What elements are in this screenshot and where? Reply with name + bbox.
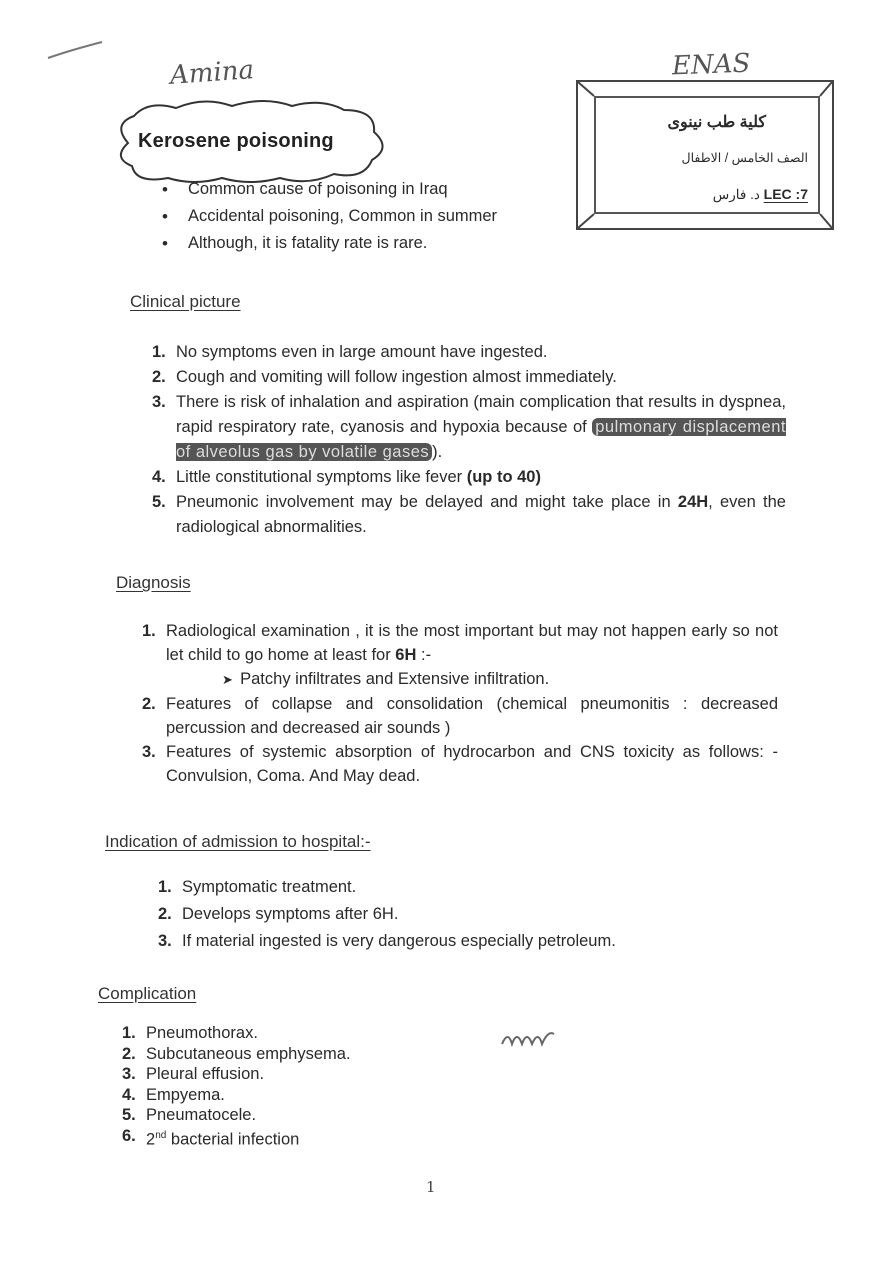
page-number: 1 bbox=[426, 1178, 436, 1196]
complication-list bbox=[122, 1023, 522, 1150]
list-item: 5. Pneumatocele. bbox=[122, 1106, 257, 1124]
list-item: • Although, it is fatality rate is rare. bbox=[160, 230, 497, 257]
header-college-name: كلية طب نينوى bbox=[667, 114, 766, 131]
list-item: 6. 2nd bacterial infection bbox=[122, 1126, 300, 1148]
diagnosis-sub-item: ➤ Patchy infiltrates and Extensive infiltration. bbox=[222, 670, 550, 688]
list-item: 2. Cough and vomiting will follow ingestion almost immediately. bbox=[152, 368, 617, 386]
list-item: 2. Subcutaneous emphysema. bbox=[122, 1044, 351, 1063]
list-item: 5. Pneumonic involvement may be delayed and might take place in 24H, even the radiological abnormalities. bbox=[152, 493, 786, 536]
section-heading-diagnosis: Diagnosis bbox=[116, 573, 191, 592]
list-item: • Common cause of poisoning in Iraq bbox=[160, 176, 497, 203]
list-item: 3. Pleural effusion. bbox=[122, 1065, 265, 1083]
list-item: 4. Little constitutional symptoms like fever (up to 40) bbox=[152, 468, 541, 486]
struck-highlight: pulmonary displacement of alveolus gas by volatile gases bbox=[176, 418, 786, 461]
arrow-bullet-icon: ➤ bbox=[222, 672, 241, 687]
header-stage: الصف الخامس / الاطفال bbox=[681, 151, 808, 165]
list-item: • Accidental poisoning, Common in summer bbox=[160, 203, 497, 230]
list-item: 1. Pneumothorax. bbox=[122, 1024, 258, 1042]
list-item: 3. There is risk of inhalation and aspiration (main complication that results in dyspnea, rapid respiratory rate, cyanosis and hypoxia because of pulmonary displacement of alveolus gas by volatile gases ). bbox=[152, 393, 786, 461]
header-lecturer-line bbox=[700, 186, 808, 203]
admission-list bbox=[158, 874, 718, 955]
section-heading-admission: Indication of admission to hospital:- bbox=[105, 832, 371, 851]
handwritten-name-left: Amina bbox=[169, 55, 255, 91]
intro-bullet-list bbox=[160, 176, 497, 257]
stray-pen-mark-icon bbox=[46, 38, 106, 62]
section-heading-clinical: Clinical picture bbox=[130, 292, 241, 311]
header-lecturer: د. فارس bbox=[712, 187, 760, 202]
diagnosis-list bbox=[142, 619, 778, 788]
list-item: 1. Radiological examination , it is the most important but may not happen early so not let child to go home at least for 6H :- ➤ Patchy infiltrates and Extensive infiltration. bbox=[142, 619, 778, 692]
header-lecture-number: LEC :7 bbox=[763, 186, 808, 202]
list-item: 4. Empyema. bbox=[122, 1085, 225, 1104]
page-title: Kerosene poisoning bbox=[138, 130, 334, 152]
section-heading-complication: Complication bbox=[98, 984, 197, 1003]
list-item: 3. Features of systemic absorption of hydrocarbon and CNS toxicity as follows: - Convulsion, Coma. And May dead. bbox=[142, 743, 778, 785]
list-item: 1. No symptoms even in large amount have ingested. bbox=[152, 343, 548, 361]
list-item: 2. Features of collapse and consolidation (chemical pneumonitis : decreased percussion and decreased air sounds ) bbox=[142, 695, 778, 737]
list-item: 3. If material ingested is very dangerous especially petroleum. bbox=[158, 932, 616, 950]
clinical-list bbox=[152, 340, 786, 540]
handwritten-name-right: ENAS bbox=[671, 48, 751, 82]
list-item: 2. Develops symptoms after 6H. bbox=[158, 905, 399, 923]
list-item: 1. Symptomatic treatment. bbox=[158, 878, 357, 896]
